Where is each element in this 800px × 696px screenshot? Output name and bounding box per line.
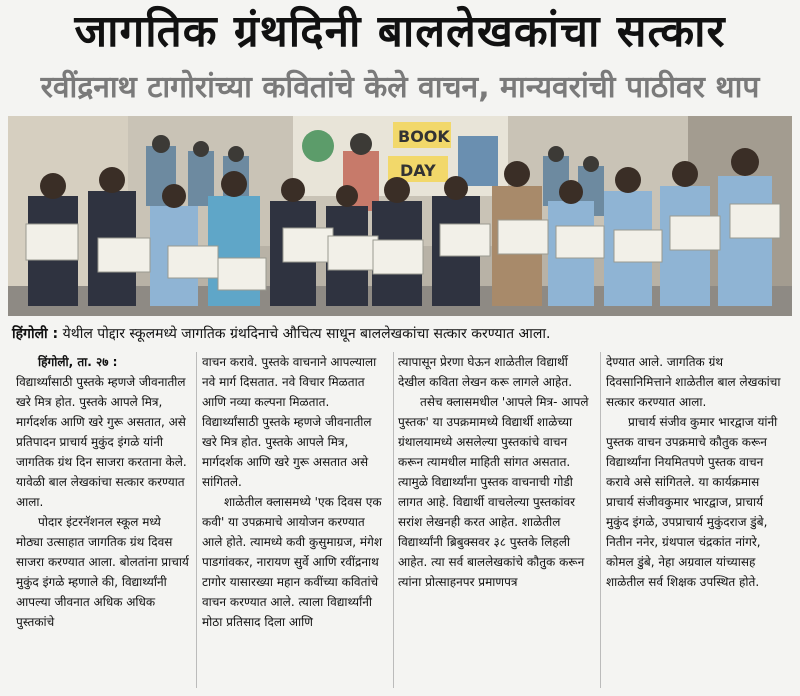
column-divider — [600, 352, 601, 688]
caption-place: हिंगोली : — [12, 326, 59, 342]
column-divider — [196, 352, 197, 688]
dateline: हिंगोली, ता. २७ : — [38, 355, 118, 369]
column-divider — [393, 352, 394, 688]
paragraph: देण्यात आले. जागतिक ग्रंथ दिवसानिमित्ताने शाळेतील बाल लेखकांचा सत्कार करण्यात आला. — [606, 355, 781, 409]
paragraph: वाचन करावे. पुस्तके वाचनाने आपल्याला नवे मार्ग दिसतात. नवे विचार मिळतात आणि नव्या कल्पना मिळतात. विद्यार्थ्यांसाठी पुस्तके म्हणजे जीवनातील खरे मित्र होत. पुस्तके आपले मित्र, मार्गदर्शक आणि खरे गुरू असतात असे सांगितले. — [202, 355, 377, 489]
paragraph: शाळेतील क्लासमध्ये 'एक दिवस एक कवी' या उपक्रमाचे आयोजन करण्यात आले होते. त्यामध्ये कवी कुसुमाग्रज, मंगेश पाडगांवकर, नारायण सुर्वे आणि रवींद्रनाथ टागोर यासारख्या महान कवींच्या कवितांचे वाचन करण्यात आले. त्याला विद्यार्थ्यांनी मोठा प्रतिसाद दिला आणि — [202, 495, 382, 629]
headline: जागतिक ग्रंथदिनी बाललेखकांचा सत्कार — [74, 6, 726, 57]
photo-caption — [12, 322, 792, 346]
paragraph: तसेच क्लासमधील 'आपले मित्र- आपले पुस्तक' या उपक्रमामध्ये विद्यार्थी शाळेच्या ग्रंथालयामध्ये असलेल्या पुस्तकांचे वाचन करून त्यामधील माहिती सांगत असतात. त्यामुळे विद्यार्थ्यांना पुस्तक वाचनाची गोडी लागत आहे. विद्यार्थी वाचलेल्या पुस्तकांवर सरांश लेखनही करत आहेत. शाळेतील विद्यार्थ्यांनी ब्रिबुक्सवर ३८ पुस्तके लिहली आहेत. त्या सर्व बाललेखकांचे कौतुक करून त्यांना प्रोत्साहनपर प्रमाणपत्र — [398, 395, 589, 589]
paragraph: विद्यार्थ्यांसाठी पुस्तके म्हणजे जीवनातील खरे मित्र होत. पुस्तके आपले मित्र, मार्गदर्शक आणि खरे गुरू असतात, असे प्रतिपादन प्राचार्य मुकुंद इंगळे यांनी जागतिक ग्रंथ दिन साजरा करताना केले. यावेळी बाल लेखकांचा सत्कार करण्यात आला. — [16, 375, 187, 509]
article-column-4 — [606, 352, 788, 688]
news-photo — [8, 116, 792, 316]
subheadline: रवींद्रनाथ टागोरांच्या कवितांचे केले वाचन, मान्यवरांची पाठीवर थाप — [40, 70, 760, 105]
article-column-2 — [202, 352, 388, 688]
article-column-1 — [16, 352, 190, 688]
caption-text: येथील पोद्दार स्कूलमध्ये जागतिक ग्रंथदिनाचे औचित्य साधून बाललेखकांचा सत्कार करण्यात आला. — [58, 326, 551, 342]
article-column-3 — [398, 352, 594, 688]
paragraph: प्राचार्य संजीव कुमार भारद्वाज यांनी पुस्तक वाचन उपक्रमाचे कौतुक करून विद्यार्थ्यांना नियमितपणे पुस्तक वाचन करावे असे सांगितले. या कार्यक्रमास प्राचार्य संजीवकुमार भारद्वाज, प्राचार्य मुकुंद इंगळे, उपप्राचार्य मुकुंदराज डुंबे, नितीन ननेर, ग्रंथपाल चंद्रकांत नांगरे, कोमल डुंबे, नेहा अग्रवाल यांच्यासह शाळेतील सर्व शिक्षक उपस्थित होते. — [606, 415, 778, 589]
paragraph: पोदार इंटरनॅशनल स्कूल मध्ये मोठ्या उत्साहात जागतिक ग्रंथ दिवस साजरा करण्यात आला. बोलतांना प्राचार्य मुकुंद इंगळे म्हणाले की, विद्यार्थ्यांनी आपल्या जीवनात अधिक अधिक पुस्तकांचे — [16, 515, 189, 629]
paragraph: त्यापासून प्रेरणा घेऊन शाळेतील विद्यार्थी देखील कविता लेखन करू लागले आहेत. — [398, 355, 573, 389]
banner-text-day: DAY — [400, 161, 436, 180]
banner-text-book: BOOK — [398, 127, 450, 146]
